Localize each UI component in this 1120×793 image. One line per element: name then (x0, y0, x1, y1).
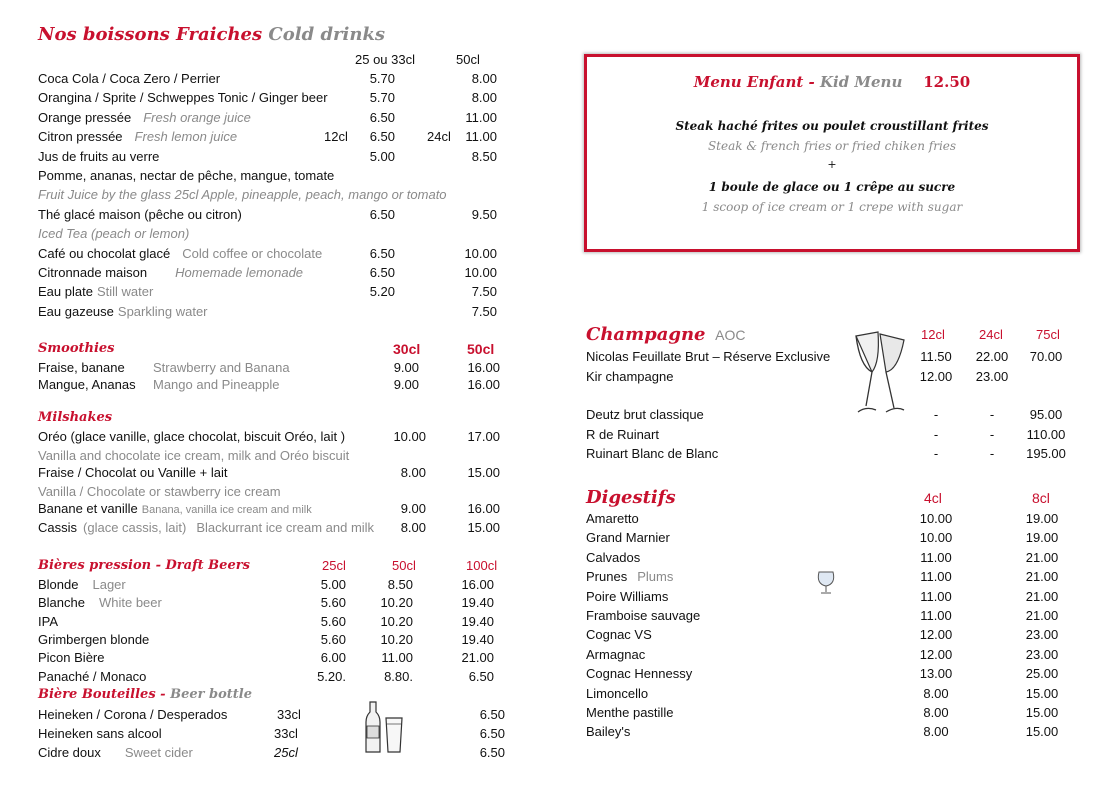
drink-name: Jus de fruits au verre (38, 149, 160, 164)
cold-drinks-title-fr: Nos boissons Fraiches (38, 24, 263, 45)
kid-menu-title (587, 73, 1077, 91)
digestif-price-4cl: 11.00 (920, 550, 952, 565)
beer-price-100cl: 19.40 (461, 595, 494, 610)
drink-name: Citronnade maison (38, 265, 148, 280)
drink-name: Citron pressée (38, 129, 123, 144)
beers-col2-header: 50cl (392, 558, 416, 573)
digestif-row (586, 686, 648, 702)
digestif-name: Grand Marnier (586, 530, 670, 545)
milkshake-name: Banane et vanille (38, 501, 138, 516)
milkshake-price-small: 8.00 (400, 520, 426, 535)
champagne-price-12cl: - (933, 427, 939, 442)
beer-price-50cl: 10.20 (380, 614, 413, 629)
digestif-row (586, 724, 630, 740)
champagne-name: R de Ruinart (586, 427, 659, 442)
milkshake-ingredients: (glace cassis, lait) (83, 520, 187, 535)
drink-name: Eau plate (38, 284, 93, 299)
price-small: 5.70 (369, 71, 395, 86)
cold-drink-row (38, 168, 334, 184)
digestif-price-8cl: 21.00 (1025, 589, 1059, 604)
price-small: 5.70 (369, 90, 395, 105)
digestif-name: Amaretto (586, 511, 639, 526)
digestif-price-4cl: 11.00 (920, 608, 952, 623)
champagne-name: Kir champagne (586, 369, 674, 384)
snifter-glass-icon (815, 568, 837, 596)
beer-price-50cl: 8.50 (387, 577, 413, 592)
milkshake-name: Oréo (glace vanille, glace chocolat, biscuit Oréo, lait ) (38, 429, 346, 444)
cold-drink-row (38, 90, 328, 106)
digestif-row (586, 550, 640, 566)
smoothie-name: Fraise, banane (38, 360, 125, 375)
champagne-col1-header: 12cl (921, 327, 945, 342)
cold-col1-header: 25 ou 33cl (355, 52, 415, 67)
smoothies-col1-header: 30cl (393, 341, 421, 357)
champagne-price-24cl: 22.00 (975, 349, 1009, 364)
drink-name-en: Fresh lemon juice (134, 129, 238, 144)
cold-drink-row (38, 149, 159, 165)
beer-price-25cl: 6.00 (320, 650, 346, 665)
champagne-price-24cl: - (989, 427, 995, 442)
digestif-price-4cl: 8.00 (923, 724, 949, 739)
beer-bottle-title-sep: - (155, 687, 171, 702)
bottle-name: Heineken sans alcool (38, 726, 162, 741)
champagne-col2-header: 24cl (979, 327, 1003, 342)
kid-menu-title-dash: - (803, 73, 820, 91)
bottle-name: Heineken / Corona / Desperados (38, 707, 228, 722)
milkshake-price-large: 17.00 (467, 429, 500, 444)
beer-bottle-icon (362, 700, 406, 756)
milkshake-price-large: 16.00 (467, 501, 500, 516)
price-large: 10.00 (464, 265, 497, 280)
price-small: 6.50 (369, 129, 395, 144)
bottle-price: 6.50 (479, 745, 505, 760)
digestif-price-8cl: 21.00 (1025, 608, 1059, 623)
milkshake-row (38, 484, 281, 500)
smoothie-price-30cl: 9.00 (393, 377, 419, 392)
bottle-price: 6.50 (479, 726, 505, 741)
kid-menu-plus: + (827, 158, 837, 171)
milkshake-name: Fraise / Chocolat ou Vanille + lait (38, 465, 228, 480)
draft-beer-row (38, 669, 146, 685)
price-small: 6.50 (369, 246, 395, 261)
champagne-name: Deutz brut classique (586, 407, 704, 422)
drink-name-en: Iced Tea (peach or lemon) (38, 226, 190, 241)
bottle-size: 25cl (274, 745, 298, 760)
smoothie-name: Mangue, Ananas (38, 377, 136, 392)
champagne-price-75cl: 195.00 (1026, 446, 1066, 461)
beer-price-50cl: 10.20 (380, 632, 413, 647)
digestif-price-4cl: 11.00 (920, 569, 952, 584)
champagne-price-24cl: - (989, 446, 995, 461)
kid-menu-line2: Steak & french fries or fried chiken fries (707, 139, 957, 153)
price-small: 6.50 (369, 110, 395, 125)
smoothie-name-en: Mango and Pineapple (153, 377, 280, 392)
milkshake-name: Cassis (38, 520, 78, 535)
milkshake-row (38, 501, 312, 518)
cold-col2-header: 50cl (456, 52, 480, 67)
digestifs-col2-header: 8cl (1032, 490, 1050, 506)
smoothie-price-30cl: 9.00 (393, 360, 419, 375)
champagne-name: Nicolas Feuillate Brut – Réserve Exclusive (586, 349, 831, 364)
beer-name: Blanche (38, 595, 85, 610)
drink-name: Café ou chocolat glacé (38, 246, 171, 261)
digestif-name: Bailey's (586, 724, 631, 739)
bottle-name-en: Sweet cider (124, 745, 193, 760)
beer-price-50cl: 11.00 (381, 650, 413, 665)
digestif-row (586, 608, 700, 624)
size-12cl: 12cl (324, 129, 348, 144)
milkshake-price-small: 9.00 (400, 501, 426, 516)
drink-name: Pomme, ananas, nectar de pêche, mangue, tomate (38, 168, 335, 183)
digestif-row (586, 530, 670, 546)
digestif-row (586, 647, 645, 663)
digestif-name-en: Plums (637, 569, 674, 584)
price-small: 5.00 (369, 149, 395, 164)
size-24cl: 24cl (427, 129, 451, 144)
beer-name-en: White beer (98, 595, 162, 610)
price-large: 8.50 (471, 149, 497, 164)
beer-price-25cl: 5.60 (320, 614, 346, 629)
digestif-name: Cognac Hennessy (586, 666, 693, 681)
cold-drink-row (38, 110, 251, 126)
champagne-price-75cl: 70.00 (1029, 349, 1063, 364)
beer-price-25cl: 5.20. (317, 669, 346, 684)
digestif-price-8cl: 15.00 (1025, 724, 1059, 739)
drink-name-en: Fruit Juice by the glass 25cl Apple, pineapple, peach, mango or tomato (38, 187, 447, 202)
digestif-price-8cl: 21.00 (1025, 569, 1059, 584)
beer-price-25cl: 5.60 (320, 595, 346, 610)
digestif-name: Calvados (586, 550, 641, 565)
beers-col1-header: 25cl (322, 558, 346, 573)
beer-price-25cl: 5.60 (320, 632, 346, 647)
digestif-price-4cl: 10.00 (919, 530, 953, 545)
beer-name: Grimbergen blonde (38, 632, 150, 647)
digestif-price-8cl: 15.00 (1025, 686, 1059, 701)
digestif-price-4cl: 8.00 (923, 686, 949, 701)
champagne-price-12cl: 12.00 (919, 369, 953, 384)
beers-col3-header: 100cl (466, 558, 498, 573)
price-large: 9.50 (471, 207, 497, 222)
smoothies-title: Smoothies (38, 341, 115, 356)
kid-menu-title-fr: Menu Enfant (693, 73, 804, 91)
beer-price-100cl: 21.00 (461, 650, 494, 665)
digestif-price-4cl: 11.00 (920, 589, 952, 604)
smoothie-price-50cl: 16.00 (467, 360, 500, 375)
beer-name-en: Lager (92, 577, 126, 592)
milkshake-price-small: 10.00 (393, 429, 426, 444)
drink-name: Orange pressée (38, 110, 132, 125)
digestif-price-8cl: 23.00 (1025, 627, 1059, 642)
cold-drink-row (38, 129, 237, 145)
champagne-aoc: AOC (715, 327, 746, 343)
milkshake-row (38, 520, 374, 536)
kid-menu-line1: Steak haché frites ou poulet croustillant frites (675, 119, 989, 133)
digestif-price-8cl: 25.00 (1025, 666, 1059, 681)
milkshake-description-en: Vanilla and chocolate ice cream, milk and Oréo biscuit (38, 448, 350, 463)
champagne-price-24cl: 23.00 (975, 369, 1009, 384)
beer-price-100cl: 16.00 (461, 577, 494, 592)
kid-menu-title-en: Kid Menu (819, 73, 903, 91)
digestif-price-8cl: 15.00 (1025, 705, 1059, 720)
digestifs-col1-header: 4cl (924, 490, 942, 506)
digestif-row (586, 627, 652, 643)
champagne-title-text: Champagne (586, 324, 706, 345)
digestifs-title: Digestifs (586, 487, 676, 508)
digestif-price-4cl: 13.00 (919, 666, 953, 681)
beer-name: Panaché / Monaco (38, 669, 147, 684)
drink-name-en: Cold coffee or chocolate (182, 246, 323, 261)
beer-bottle-title (38, 687, 252, 703)
drink-name: Coca Cola / Coca Zero / Perrier (38, 71, 221, 86)
beer-bottle-row (38, 726, 162, 742)
smoothie-price-50cl: 16.00 (467, 377, 500, 392)
price-large: 8.00 (471, 71, 497, 86)
price-large: 8.00 (471, 90, 497, 105)
price-large: 11.00 (465, 129, 497, 144)
price-large: 11.00 (465, 110, 497, 125)
beer-price-100cl: 19.40 (461, 614, 494, 629)
drink-name-en: Sparkling water (117, 304, 208, 319)
drink-name-en: Fresh orange juice (143, 110, 251, 125)
bottle-price: 6.50 (479, 707, 505, 722)
draft-beer-row (38, 595, 162, 611)
digestif-price-4cl: 8.00 (923, 705, 949, 720)
milkshakes-title: Milshakes (38, 410, 113, 425)
digestif-row (586, 569, 673, 585)
digestif-name: Armagnac (586, 647, 646, 662)
champagne-price-12cl: - (933, 407, 939, 422)
cold-drink-row (38, 304, 208, 320)
drink-name-en: Still water (96, 284, 154, 299)
milkshake-price-small: 8.00 (400, 465, 426, 480)
cold-drink-row (38, 246, 322, 262)
champagne-title (586, 324, 745, 346)
cold-drink-row (38, 284, 153, 300)
milkshake-description-en: Vanilla / Chocolate or stawberry ice cream (38, 484, 281, 499)
champagne-col3-header: 75cl (1036, 327, 1060, 342)
bottle-name: Cidre doux (38, 745, 101, 760)
beer-bottle-title-fr: Bière Bouteilles (38, 687, 156, 702)
bottle-size: 33cl (277, 707, 301, 722)
digestif-name: Poire Williams (586, 589, 669, 604)
champagne-price-75cl: 95.00 (1029, 407, 1063, 422)
beer-price-100cl: 6.50 (468, 669, 494, 684)
beer-name: Blonde (38, 577, 79, 592)
kid-menu-box (584, 54, 1080, 252)
beer-price-50cl: 10.20 (380, 595, 413, 610)
beer-price-25cl: 5.00 (320, 577, 346, 592)
milkshake-name-en: Blackurrant ice cream and milk (196, 520, 375, 535)
price-large: 7.50 (471, 284, 497, 299)
champagne-name: Ruinart Blanc de Blanc (586, 446, 719, 461)
digestif-row (586, 705, 673, 721)
price-small: 5.20 (369, 284, 395, 299)
beer-name: IPA (38, 614, 58, 629)
cold-drinks-title-en: Cold drinks (268, 24, 386, 45)
kid-menu-line4: 1 scoop of ice cream or 1 crepe with sugar (701, 200, 963, 214)
price-large: 7.50 (471, 304, 497, 319)
champagne-price-24cl: - (989, 407, 995, 422)
price-large: 10.00 (464, 246, 497, 261)
milkshake-row (38, 465, 227, 481)
price-small: 6.50 (369, 207, 395, 222)
price-small: 6.50 (369, 265, 395, 280)
milkshake-price-large: 15.00 (467, 465, 500, 480)
champagne-price-12cl: 11.50 (920, 349, 952, 364)
milkshake-name-en: Banana, vanilla ice cream and milk (141, 504, 312, 516)
draft-beer-row (38, 577, 126, 593)
digestif-name: Menthe pastille (586, 705, 674, 720)
digestif-price-4cl: 12.00 (919, 627, 953, 642)
digestif-row (586, 666, 692, 682)
draft-beer-row (38, 650, 104, 666)
smoothie-name-en: Strawberry and Banana (153, 360, 290, 375)
beer-bottle-title-en: Beer bottle (170, 687, 252, 702)
bottle-size: 33cl (274, 726, 298, 741)
digestif-price-4cl: 12.00 (919, 647, 953, 662)
cold-drink-row (38, 226, 189, 242)
draft-beer-row (38, 614, 58, 630)
drink-name: Eau gazeuse (38, 304, 114, 319)
drink-name: Orangina / Sprite / Schweppes Tonic / Ginger beer (38, 90, 328, 105)
cold-drink-row (38, 265, 303, 281)
digestif-name: Limoncello (586, 686, 649, 701)
cold-drinks-title (38, 24, 385, 46)
smoothies-col2-header: 50cl (467, 341, 495, 357)
drink-name-en: Homemade lemonade (175, 265, 304, 280)
milkshake-price-large: 15.00 (467, 520, 500, 535)
digestif-row (586, 511, 639, 527)
draft-beer-row (38, 632, 149, 648)
champagne-price-12cl: - (933, 446, 939, 461)
digestif-name: Framboise sauvage (586, 608, 701, 623)
digestif-price-8cl: 21.00 (1025, 550, 1059, 565)
digestif-name: Prunes (586, 569, 628, 584)
beer-bottle-row (38, 707, 227, 723)
digestif-price-8cl: 23.00 (1025, 647, 1059, 662)
digestif-name: Cognac VS (586, 627, 652, 642)
beer-price-100cl: 19.40 (461, 632, 494, 647)
digestif-price-8cl: 19.00 (1025, 511, 1059, 526)
drink-name: Thé glacé maison (pêche ou citron) (38, 207, 242, 222)
beer-bottle-row (38, 745, 193, 761)
milkshake-row (38, 448, 349, 464)
digestif-row (586, 589, 668, 605)
beer-name: Picon Bière (38, 650, 105, 665)
champagne-price-75cl: 110.00 (1026, 427, 1066, 442)
draft-beers-title: Bières pression - Draft Beers (38, 558, 250, 573)
champagne-glasses-icon (850, 328, 910, 420)
kid-menu-line3: 1 boule de glace ou 1 crêpe au sucre (708, 180, 956, 194)
digestif-price-8cl: 19.00 (1025, 530, 1059, 545)
cold-drink-row (38, 71, 220, 87)
digestif-price-4cl: 10.00 (919, 511, 953, 526)
kid-menu-price: 12.50 (923, 73, 971, 91)
cold-drink-row (38, 187, 447, 203)
milkshake-row (38, 429, 345, 445)
cold-drink-row (38, 207, 242, 223)
beer-price-50cl: 8.80. (384, 669, 413, 684)
